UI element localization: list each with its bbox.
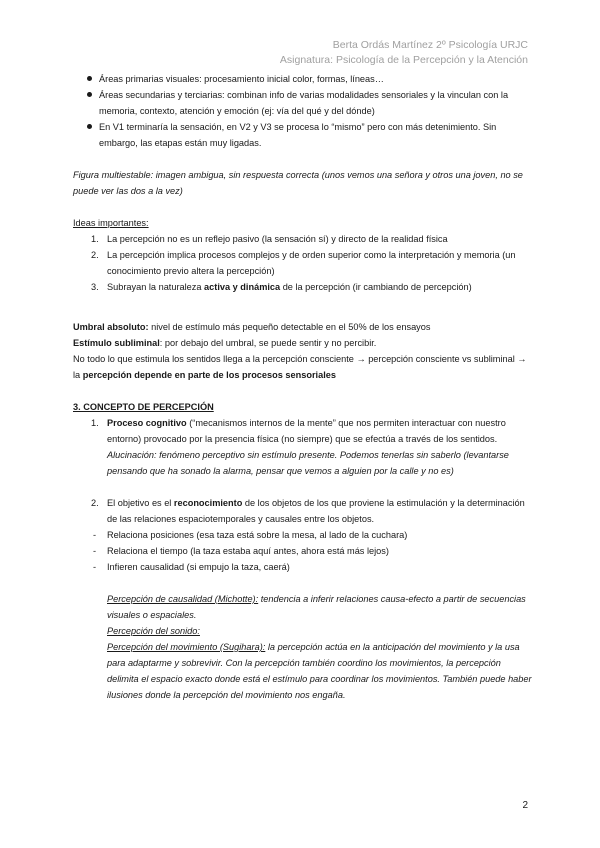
estimulo-subliminal: Estímulo subliminal: por debajo del umbral, se puede sentir y no percibir. bbox=[73, 338, 377, 348]
list-item: Áreas secundarias y terciarias: combinan info de varias modalidades sensoriales y la vinculan con la memoria, contexto, atención y emoción (ej: vía del qué y del dónde) bbox=[73, 87, 535, 119]
list-item: En V1 terminaría la sensación, en V2 y V3 se procesa lo “mismo” pero con más detenimiento. Sin embargo, las etapas están muy ligadas. bbox=[73, 119, 535, 151]
page-header bbox=[280, 38, 528, 68]
list-item: - Relaciona posiciones (esa taza está sobre la mesa, al lado de la cuchara) bbox=[93, 530, 408, 540]
bullet-list bbox=[73, 71, 535, 151]
alucinacion-note: Alucinación: fenómeno perceptivo sin estímulo presente. Podemos tenerlas sin saberlo (levantarse pensando que ha sonado la alarma, pensar que vemos a alguien por la calle y no es) bbox=[107, 450, 509, 476]
movimiento-note: Percepción del movimiento (Sugihara): la percepción actúa en la anticipación del movimiento y la usa para adaptarme y sobrevivir. Con la percepción también coordino los movimientos, la percepción delimita el espacio exacto donde está el estímulo para coordinar los movimientos. También puede haber ilusiones donde la percepción del movimiento nos engaña. bbox=[107, 642, 532, 700]
figura-multiestable-note: Figura multiestable: imagen ambigua, sin respuesta correcta (unos vemos una señora y otros una joven, no se puede ver las dos a la vez) bbox=[73, 170, 523, 196]
section-heading: 3. CONCEPTO DE PERCEPCIÓN bbox=[73, 402, 214, 412]
umbral-absoluto: Umbral absoluto: nivel de estímulo más pequeño detectable en el 50% de los ensayos bbox=[73, 322, 431, 332]
header-author: Berta Ordás Martínez 2º Psicología URJC bbox=[332, 39, 528, 51]
list-item: Áreas primarias visuales: procesamiento inicial color, formas, líneas… bbox=[73, 71, 535, 87]
list-item: 2. El objetivo es el reconocimiento de los objetos de los que proviene la estimulación y la determinación de las relaciones espaciotemporales y causales entre los objetos. bbox=[91, 498, 525, 524]
list-item: 1. Proceso cognitivo (“mecanismos internos de la mente” que nos permiten interactuar con nuestro entorno) provocado por la presencia física (no siempre) que se efectúa a través de los sentidos. bbox=[91, 418, 506, 444]
list-item: 1. La percepción no es un reflejo pasivo (la sensación sí) y directo de la realidad física bbox=[91, 234, 448, 244]
page-number: 2 bbox=[522, 800, 528, 811]
list-item: 2. La percepción implica procesos complejos y de orden superior como la interpretación y memoria (un conocimiento previo altera la percepción) bbox=[91, 250, 516, 276]
list-item: 3. Subrayan la naturaleza activa y dinámica de la percepción (ir cambiando de percepción) bbox=[91, 282, 472, 292]
sonido-note: Percepción del sonido: bbox=[107, 626, 200, 636]
page-content bbox=[73, 71, 535, 703]
ideas-heading: Ideas importantes: bbox=[73, 218, 149, 228]
list-item: - Infieren causalidad (si empujo la taza, caerá) bbox=[93, 562, 290, 572]
percepcion-consciente: No todo lo que estimula los sentidos llega a la percepción consciente → percepción consciente vs subliminal → la percepción depende en parte de los procesos sensoriales bbox=[73, 354, 527, 380]
list-item: - Relaciona el tiempo (la taza estaba aquí antes, ahora está más lejos) bbox=[93, 546, 389, 556]
causalidad-note: Percepción de causalidad (Michotte): tendencia a inferir relaciones causa-efecto a partir de secuencias visuales o espaciales. bbox=[107, 594, 526, 620]
header-subject: Asignatura: Psicología de la Percepción y la Atención bbox=[279, 54, 528, 66]
